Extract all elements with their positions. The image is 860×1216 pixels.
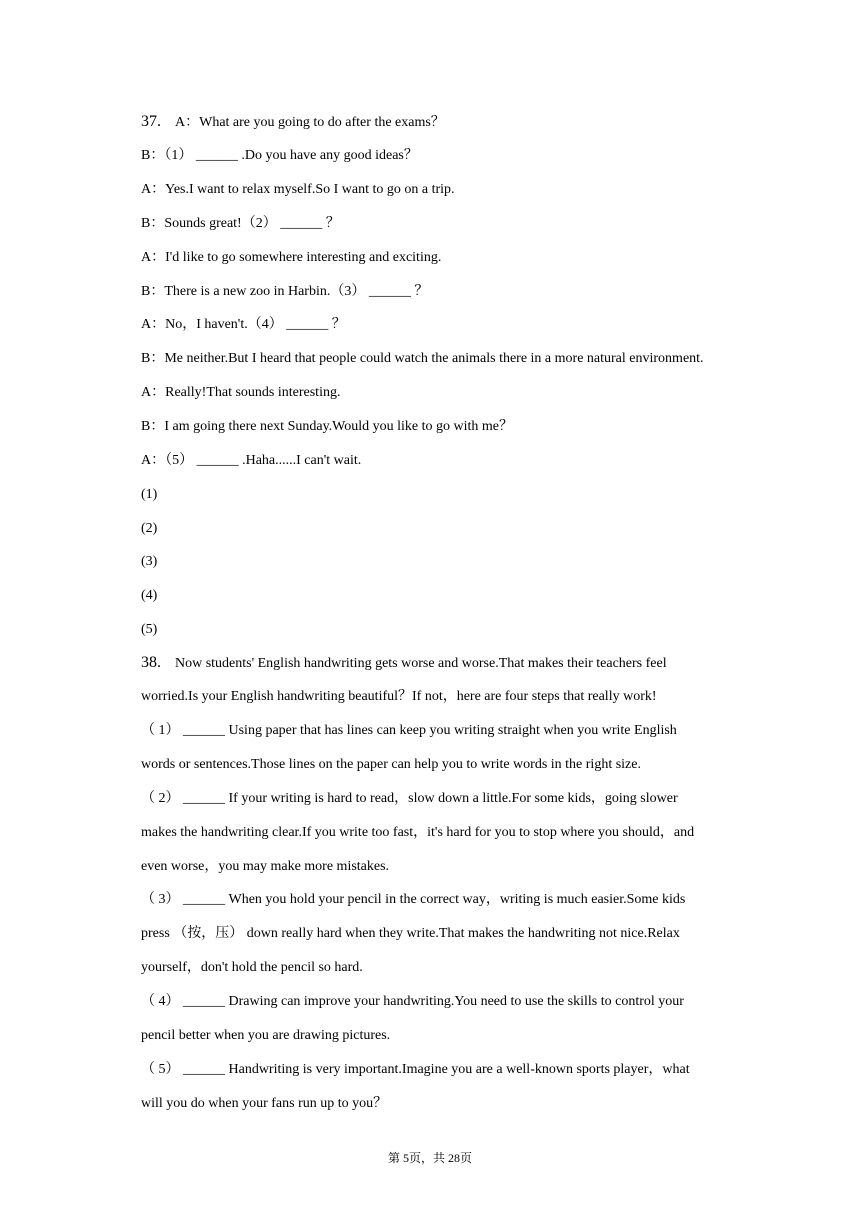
passage-line: Now students' English handwriting gets worse and worse.That makes their teachers feel bbox=[175, 656, 667, 671]
passage-line: yourself，don't hold the pencil so hard. bbox=[141, 960, 363, 975]
answer-line-1: (1) bbox=[141, 487, 158, 502]
dialogue-line: A：No，I haven't.（4） ______ ？ bbox=[141, 317, 346, 332]
passage-line: even worse，you may make more mistakes. bbox=[141, 859, 390, 874]
passage-line: words or sentences.Those lines on the paper can help you to write words in the right size. bbox=[141, 757, 641, 772]
dialogue-line: A：Really!That sounds interesting. bbox=[141, 385, 341, 400]
answer-line-2: (2) bbox=[141, 521, 158, 536]
dialogue-line: B：Me neither.But I heard that people could watch the animals there in a more natural environment. bbox=[141, 351, 704, 366]
question-number: 38. bbox=[141, 654, 161, 671]
answer-line-4: (4) bbox=[141, 588, 158, 603]
dialogue-line: B：I am going there next Sunday.Would you like to go with me？ bbox=[141, 419, 514, 434]
dialogue-line: A：（5） ______ .Haha......I can't wait. bbox=[141, 453, 362, 468]
answer-line-3: (3) bbox=[141, 554, 158, 569]
dialogue-line: B：There is a new zoo in Harbin.（3） ______ ？ bbox=[141, 284, 429, 299]
passage-line: （ 4） ______ Drawing can improve your handwriting.You need to use the skills to control your bbox=[141, 994, 684, 1009]
passage-line: （ 1） ______ Using paper that has lines can keep you writing straight when you write English bbox=[141, 723, 677, 738]
passage-line: press （按，压） down really hard when they write.That makes the handwriting not nice.Relax bbox=[141, 926, 680, 941]
passage-line: （ 5） ______ Handwriting is very important.Imagine you are a well-known sports player，what bbox=[141, 1062, 690, 1077]
dialogue-line: B：Sounds great!（2） ______ ？ bbox=[141, 216, 340, 231]
dialogue-line: A：What are you going to do after the exams？ bbox=[175, 115, 445, 130]
dialogue-line: B：（1） ______ .Do you have any good ideas？ bbox=[141, 148, 418, 163]
answer-line-5: (5) bbox=[141, 622, 158, 637]
passage-line: worried.Is your English handwriting beautiful？If not，here are four steps that really work! bbox=[141, 689, 657, 704]
dialogue-line: A：I'd like to go somewhere interesting and exciting. bbox=[141, 250, 442, 265]
question-38-header bbox=[141, 654, 760, 673]
passage-line: makes the handwriting clear.If you write too fast，it's hard for you to stop where you should，and bbox=[141, 825, 695, 840]
page-footer: 第 5页，共 28页 bbox=[387, 1151, 472, 1165]
question-number: 37. bbox=[141, 113, 161, 130]
question-37-header bbox=[141, 113, 760, 132]
passage-line: （ 2） ______ If your writing is hard to read，slow down a little.For some kids，going slower bbox=[141, 791, 678, 806]
passage-line: will you do when your fans run up to you？ bbox=[141, 1096, 388, 1111]
passage-line: pencil better when you are drawing pictures. bbox=[141, 1028, 391, 1043]
passage-line: （ 3） ______ When you hold your pencil in the correct way，writing is much easier.Some kids bbox=[141, 892, 686, 907]
dialogue-line: A：Yes.I want to relax myself.So I want to go on a trip. bbox=[141, 182, 455, 197]
